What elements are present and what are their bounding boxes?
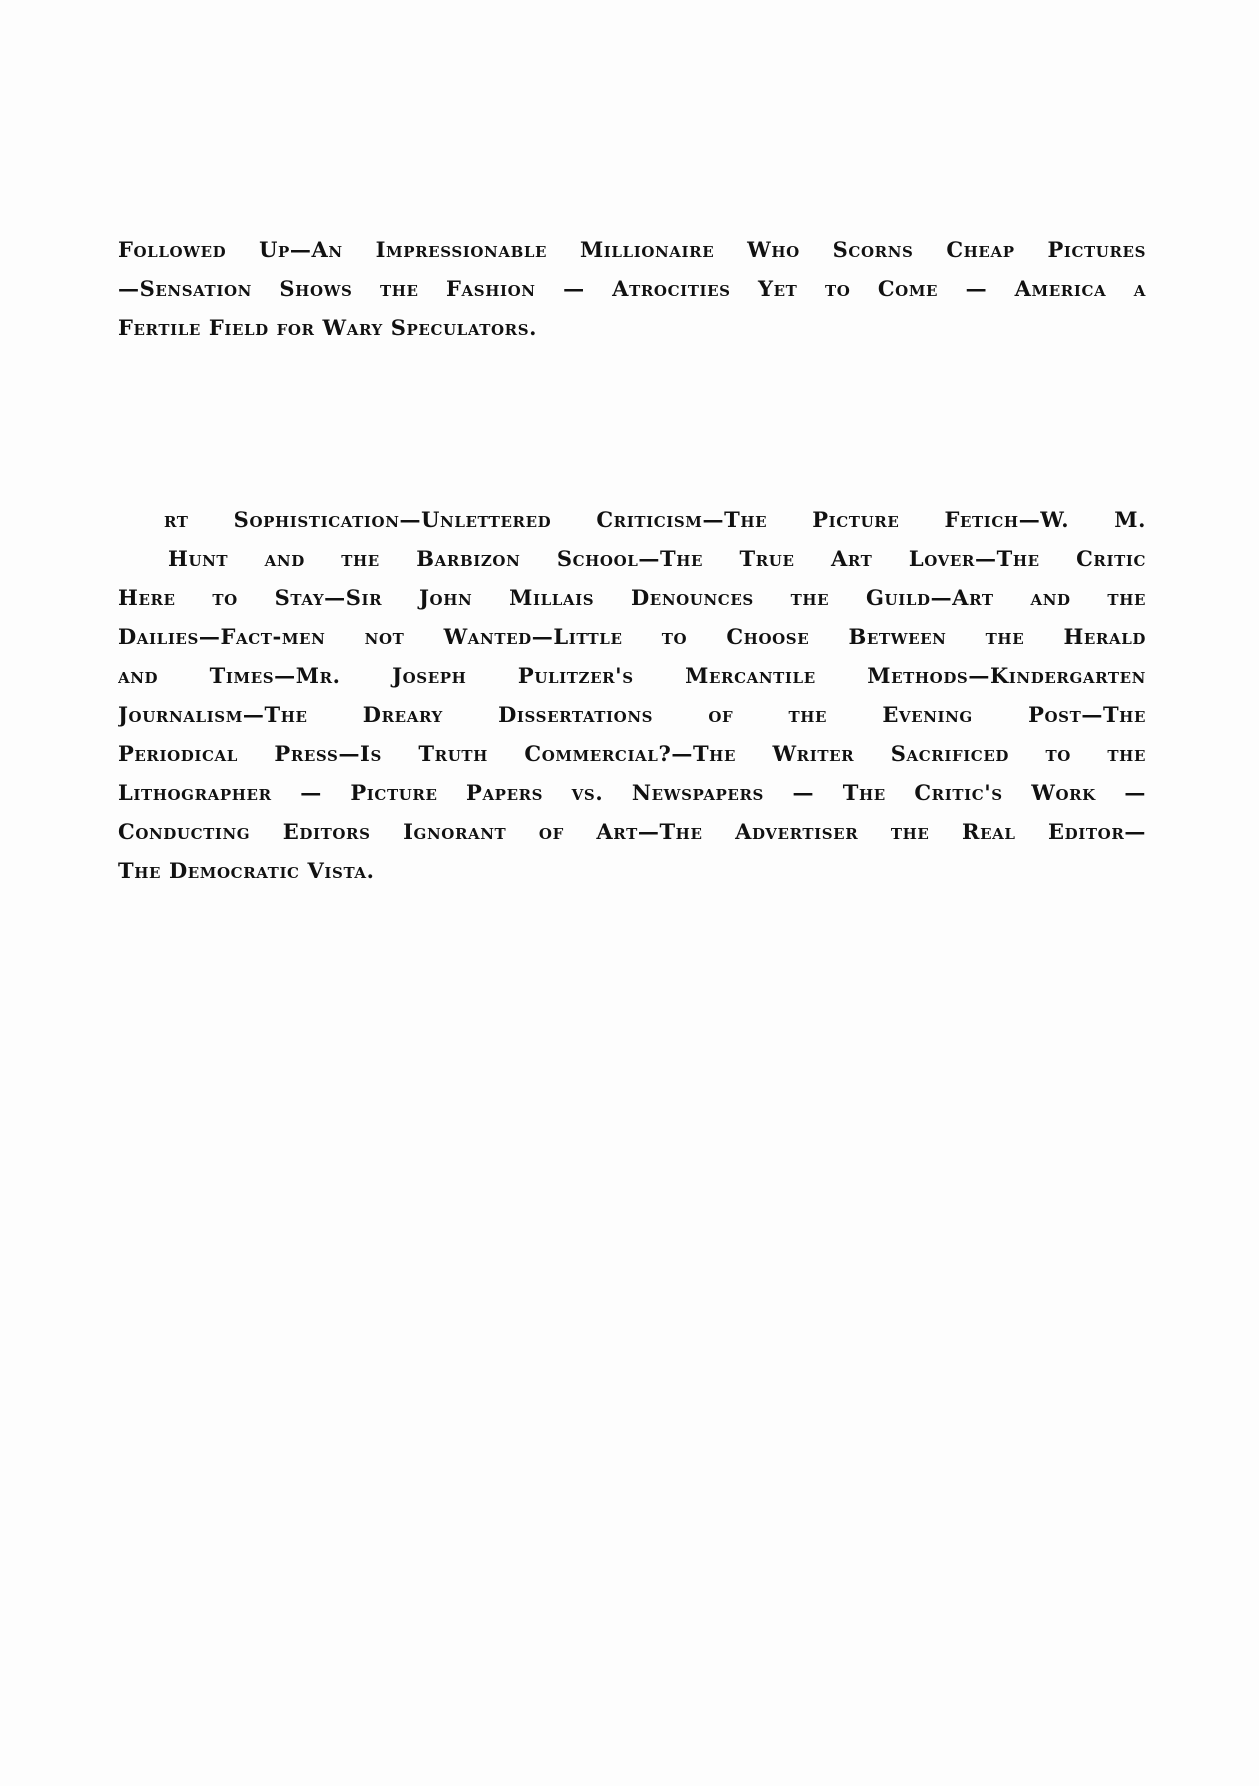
text-line: Hunt and the Barbizon School—The True Art Lover—The Critic xyxy=(168,546,1146,571)
text-line: Journalism—The Dreary Dissertations of the Evening Post—The xyxy=(118,702,1146,727)
text-line: Followed Up—An Impressionable Millionaire Who Scorns Cheap Pictures xyxy=(118,237,1146,262)
text-line: and Times—Mr. Joseph Pulitzer's Mercantile Methods—Kindergarten xyxy=(118,663,1146,688)
text-line: Conducting Editors Ignorant of Art—The Advertiser the Real Editor— xyxy=(118,819,1146,844)
synopsis-paragraph-2 xyxy=(118,500,1146,890)
text-line: Dailies—Fact-men not Wanted—Little to Choose Between the Herald xyxy=(118,624,1146,649)
text-line: rt Sophistication—Unlettered Criticism—The Picture Fetich—W. M. xyxy=(164,507,1146,532)
text-line: The Democratic Vista. xyxy=(118,858,375,883)
text-line: Fertile Field for Wary Speculators. xyxy=(118,315,538,340)
text-line: Periodical Press—Is Truth Commercial?—The Writer Sacrificed to the xyxy=(118,741,1146,766)
text-line: —Sensation Shows the Fashion — Atrocities Yet to Come — America a xyxy=(118,276,1146,301)
text-line: Here to Stay—Sir John Millais Denounces the Guild—Art and the xyxy=(118,585,1146,610)
text-line: Lithographer — Picture Papers vs. Newspapers — The Critic's Work — xyxy=(118,780,1146,805)
synopsis-paragraph-1 xyxy=(118,230,1146,347)
